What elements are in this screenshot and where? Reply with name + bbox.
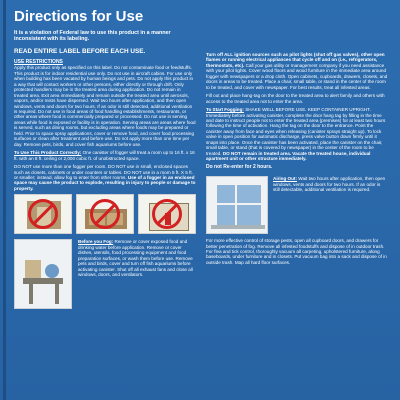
hang-tag-paragraph: Fill out and place hang-tag on the door to the treated area to alert family and others with access to the treated area not to enter the area.: [206, 93, 385, 104]
before-fog-paragraph: [78, 239, 196, 309]
open-window-illustration: [206, 176, 268, 234]
no-small-room-illustration: [138, 194, 196, 234]
start-fogging-paragraph: [206, 107, 388, 162]
no-cabinet-illustration: [76, 194, 134, 234]
start-fogging-title: To Start Fogging:: [206, 107, 244, 113]
use-correctly-title: To Use This Product Correctly:: [14, 150, 82, 156]
use-correctly-text2: DO NOT use more than one fogger per room. DO NOT use in small, enclosed spaces such as closets, cabinets or under counters or tables. DO NOT use in a room 5 ft. X 5 ft. or smaller; instead, allow fog to enter from other rooms.: [14, 164, 193, 181]
use-correctly-paragraph: [14, 150, 196, 161]
cover-food-illustration: [14, 239, 72, 309]
before-fog-title: Before you Fog:: [78, 239, 114, 245]
use-restrictions-title: USE RESTRICTIONS: [14, 59, 63, 66]
page-title: Directions for Use: [14, 8, 144, 25]
before-fog-section: [14, 239, 196, 309]
right-column: [206, 6, 388, 394]
federal-warning: It is a violation of Federal law to use this product in a manner inconsistent with its labeling.: [14, 30, 171, 43]
start-fogging-text: Immediately before activating canister, complete the door hang tag by filling in the time and date to instruct people not to enter the treated area (premises) for at least two hours following the time of activation. Hang the tag on the door to the entrance. Point the canister away from face and eyes when releasing (canister sprays straight up). To lock valve in open position for automatic discharge, press valve button down firmly until it snaps into place. Once the canister has been activated, place the canister on the chair, small table, or stand (that is covered by newspaper) in the center of the room to be treated.: [206, 112, 386, 156]
do-not-reenter: Do not Re-enter for 2 hours.: [206, 163, 273, 170]
ignition-warning: Turn off ALL ignition sources such as pilot lights (shut off gas valves), other open flames or running electrical appliances that cycle off and on (i.e., refrigerators, thermostats, etc).: [206, 52, 385, 68]
ignition-paragraph: [206, 52, 388, 90]
enclosed-space-warning: Use of a fogger in an enclosed space may cause the product to explode, resulting in injury to people or damage to property.: [14, 175, 196, 191]
ignition-text: Call your gas utility or management company if you need assistance with your pilot lights. Cover wood floors and wood furniture in the immediate area around fogger with newspapers or a drop cloth. Open cabinets, cupboards, drawers, closets, and doors in areas to be treated. Place a chair, small table, or stand in the center of the room to be treated, and cover with newspaper. For best results, treat all infested areas.: [206, 62, 388, 90]
start-fogging-caps: SHAKE WELL BEFORE USE. KEEP CONTAINER UPRIGHT.: [245, 107, 371, 113]
left-column: [14, 6, 196, 394]
airing-out-text: Wait two hours after application, then open windows, vents and doors for two hours. If an odor is still detectable, additional ventilation is required.: [273, 176, 386, 192]
before-fog-text: Remove or cover exposed food and drinking water before application. Remove or cover dishes, utensils, food processing equipment and food preparation surfaces, or wash them before use. Remove pets and birds, cover and turn off fish aquariums before activating canister. Shut off all exhaust fans and close all windows, doors, and ventilators.: [78, 239, 193, 278]
airing-out-title: Airing Out:: [273, 176, 297, 182]
read-entire-label: READ ENTIRE LABEL BEFORE EACH USE.: [14, 48, 146, 56]
use-correctly-text2-paragraph: [14, 164, 196, 191]
no-closet-illustration: [14, 194, 72, 234]
airing-out-paragraph: [273, 176, 388, 234]
airing-out-section: [206, 176, 388, 234]
use-restrictions-text: Apply this product only as specified on this label. Do not contaminate food or feedstuffs. This product is for indoor residential use only. Do not use in aircraft cabins. For use only when building has been vacated by human beings and pets. Do not apply this product in a way that will contact workers or other persons, either directly or through drift. Only protected handlers may be in the treated area during application. Do not remain in treated area. Exit area immediately and remain outside the treated area until aerosols, vapors, and/or mists have dispersed. Wait two hours after application, and then open windows, vents and doors for two hours. If an odor is still detected, additional ventilation is required. Do not use in food areas of food handling establishments, restaurants, or other areas where food is commercially prepared or processed. Do not use in serving areas while food is exposed or facility is in operation. Serving areas are areas where food is served, such as dining rooms, but excluding areas where foods may be prepared or held. Prior to space spray applications, cover or remove food, and cover food processing surfaces or clean after treatment and before use. Do not apply more than one time per day. Remove pets, birds, and cover fish aquariums before use.: [14, 65, 196, 147]
storage-pests-paragraph: For more effective control of storage pests, open all cupboard doors, and drawers for better penetration of fog. Remove all infested foodstuffs and dispose of in outdoor trash. For flea and tick control, thoroughly vacuum all carpeting, upholstered furniture, along baseboards, under furniture and in closets. Put vacuum bag into a sack and dispose of in outside trash. Map all hard floor surfaces.: [206, 238, 387, 265]
vacate-warning: DO NOT remain in treated area. Vacate the treated house, individual apartment unit or other structure immediately.: [206, 150, 371, 162]
restriction-illustrations: [14, 194, 196, 234]
use-correctly-text1: One canister of fogger will treat a room up to 16 ft. x 16 ft. with an 8 ft. ceiling or 2,000 cubic ft. of unobstructed space.: [14, 150, 195, 161]
